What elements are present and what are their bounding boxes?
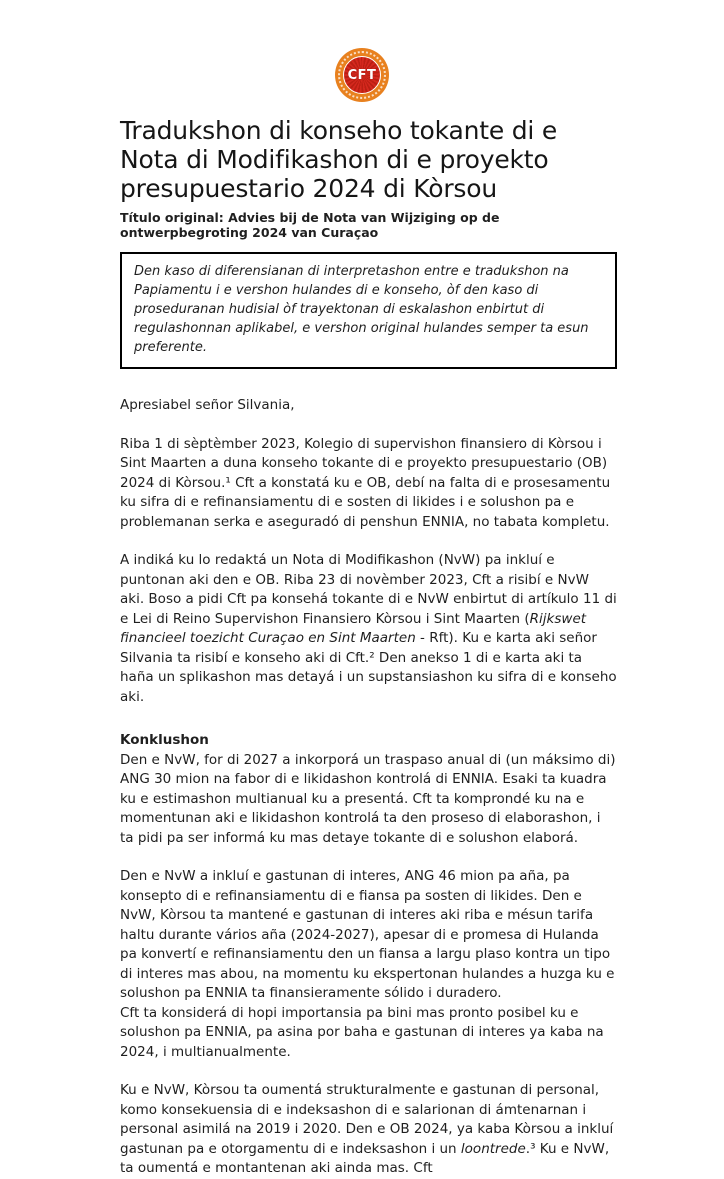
section-heading-konklushon: Konklushon bbox=[120, 732, 209, 748]
page-title: Tradukshon di konseho tokante di e Nota di Modifikashon di e proyekto presupuestario 2024 di Kòrsou bbox=[120, 116, 558, 203]
cft-logo bbox=[335, 48, 389, 102]
salutation: Apresiabel señor Silvania, bbox=[120, 397, 295, 413]
paragraph-interest-line2: Cft ta konsiderá di hopi importansia pa bini mas pronto posibel ku e solushon pa ENNIA, pa asina por baha e gastunan di interes ya kaba na 2024, i multianualmente. bbox=[120, 1004, 604, 1060]
logo-text: CFT bbox=[347, 67, 377, 83]
letter-content bbox=[120, 116, 617, 1179]
paragraph-personnel-text-end: .³ Ku e NvW, ta oumentá e montantenan aki ainda mas. Cft bbox=[120, 1140, 610, 1176]
original-title: Título original: Advies bij de Nota van Wijziging op de ontwerpbegroting 2024 van Curaçao bbox=[120, 210, 500, 240]
loontrede-italic-text: loontrede bbox=[460, 1140, 526, 1157]
rijkswet-italic-text: Rijkswet financieel toezicht Curaçao en Sint Maarten bbox=[120, 610, 587, 646]
paragraph-nvw-text: A indiká ku lo redaktá un Nota di Modifikashon (NvW) pa inkluí e puntonan aki den e OB. Riba 23 di novèmber 2023, Cft a risibí e NvW aki. Boso a pidi Cft pa konsehá tokante di e NvW enbirtut di artíkulo 11 di e Lei di Reino Supervishon Finansiero Kòrsou i Sint Maarten ( bbox=[120, 552, 617, 627]
disclaimer-text: Den kaso di diferensianan di interpretashon entre e tradukshon na Papiamentu i e vershon hulandes di e konseho, òf den kaso di proseduranan hudisial òf trayektonan di eskalashon enbirtut di regulashonnan aplikabel, e vershon original hulandes semper ta esun preferente. bbox=[134, 264, 589, 355]
disclaimer-box bbox=[120, 252, 617, 369]
paragraph-nvw bbox=[120, 551, 617, 707]
paragraph-intro: Riba 1 di sèptèmber 2023, Kolegio di supervishon finansiero di Kòrsou i Sint Maarten a duna konseho tokante di e proyekto presupuestario (OB) 2024 di Kòrsou.¹ Cft a konstatá ku e OB, debí na falta di e prosesamentu ku sifra di e refinansiamentu di e sosten di likides i e solushon pa e problemanan serka e aseguradó di penshun ENNIA, no tabata kompletu. bbox=[120, 435, 611, 530]
paragraph-personnel-costs bbox=[120, 1081, 617, 1179]
paragraph-personnel-text: Ku e NvW, Kòrsou ta oumentá strukturalmente e gastunan di personal, komo konsekuensia di e indeksashon di e salarionan di ámtenarnan i personal asimilá na 2019 i 2020. Den e OB 2024, ya kaba Kòrsou a inkluí gastunan pa e otorgamentu di e indeksashon i un bbox=[120, 1082, 614, 1157]
paragraph-interest-line1: Den e NvW a inkluí e gastunan di interes, ANG 46 mion pa aña, pa konsepto di e refinansiamentu di e fiansa pa sosten di likides. Den e NvW, Kòrsou ta mantené e gastunan di interes aki riba e mésun tarifa haltu durante vários aña (2024-2027), apesar di e promesa di Hulanda pa konvertí e refinansiamentu den un fiansa a largu plaso kontra un tipo di interes mas abou, na momentu ku ekspertonan hulandes a huzga ku e solushon pa ENNIA ta finansieramente sólido i duradero. bbox=[120, 868, 615, 1001]
paragraph-interest-costs bbox=[120, 867, 617, 1062]
logo-ring-decoration bbox=[338, 51, 386, 99]
paragraph-nvw-text-end: - Rft). Ku e karta aki señor Silvania ta risibí e konseho aki di Cft.² Den anekso 1 di e karta aki ta haña un splikashon mas detayá i un supstansiashon ku sifra di e konseho aki. bbox=[120, 630, 617, 705]
paragraph-conclusion-ennia: Den e NvW, for di 2027 a inkorporá un traspaso anual di (un máksimo di) ANG 30 mion na fabor di e likidashon kontrolá di ENNIA. Esaki ta kuadra ku e estimashon multianual ku a presentá. Cft ta komprondé ku na e momentunan aki e likidashon kontrolá ta den proseso di elaborashon, i ta pidi pa ser informá ku mas detaye tokante di e solushon elaborá. bbox=[120, 751, 616, 846]
